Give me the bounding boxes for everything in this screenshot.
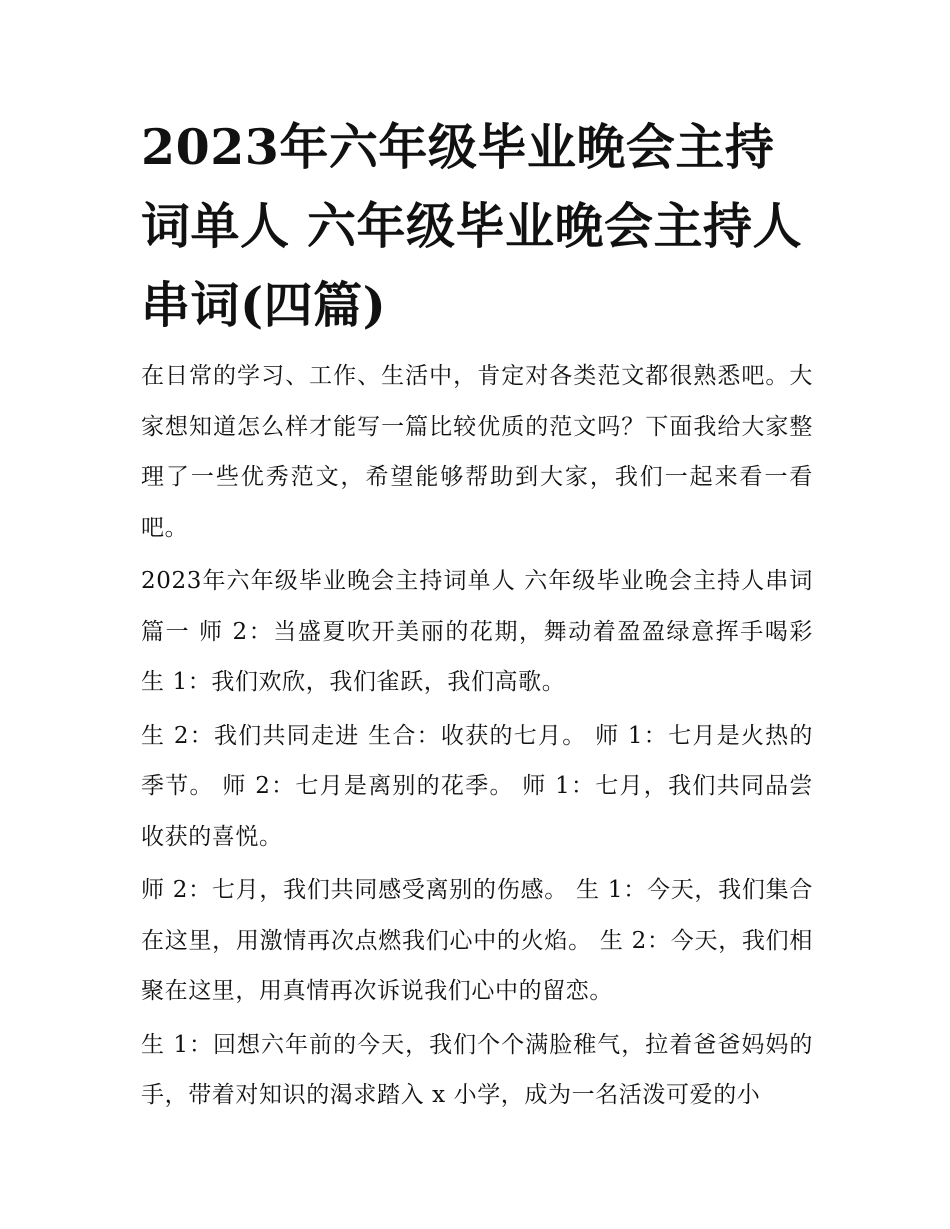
paragraph-dialogue-1: 生 2：我们共同走进 生合：收获的七月。 师 1：七月是火热的季节。 师 2：七月是离别的花季。 师 1：七月，我们共同品尝收获的喜悦。	[141, 722, 813, 850]
paragraph-dialogue-2: 师 2：七月，我们共同感受离别的伤感。 生 1：今天，我们集合在这里，用激情再次点燃我们心中的火焰。 生 2：今天，我们相聚在这里，用真情再次诉说我们心中的留恋。	[141, 877, 813, 1004]
paragraph-intro: 在日常的学习、工作、生活中，肯定对各类范文都很熟悉吧。大家想知道怎么样才能写一篇比较优质的范文吗？下面我给大家整理了一些优秀范文，希望能够帮助到大家，我们一起来看一看吧。	[141, 363, 813, 541]
document-title: 2023年六年级毕业晚会主持词单人 六年级毕业晚会主持人串词(四篇)	[141, 118, 803, 334]
paragraph-opening: 2023年六年级毕业晚会主持词单人 六年级毕业晚会主持人串词篇一 师 2：当盛夏吹开美丽的花期，舞动着盈盈绿意挥手喝彩 生 1：我们欢欣，我们雀跃，我们高歌。	[141, 568, 813, 695]
document-body	[141, 108, 813, 1121]
paragraph-dialogue-3: 生 1：回想六年前的今天，我们个个满脸稚气，拉着爸爸妈妈的手，带着对知识的渴求踏入 x 小学，成为一名活泼可爱的小	[141, 1031, 813, 1108]
